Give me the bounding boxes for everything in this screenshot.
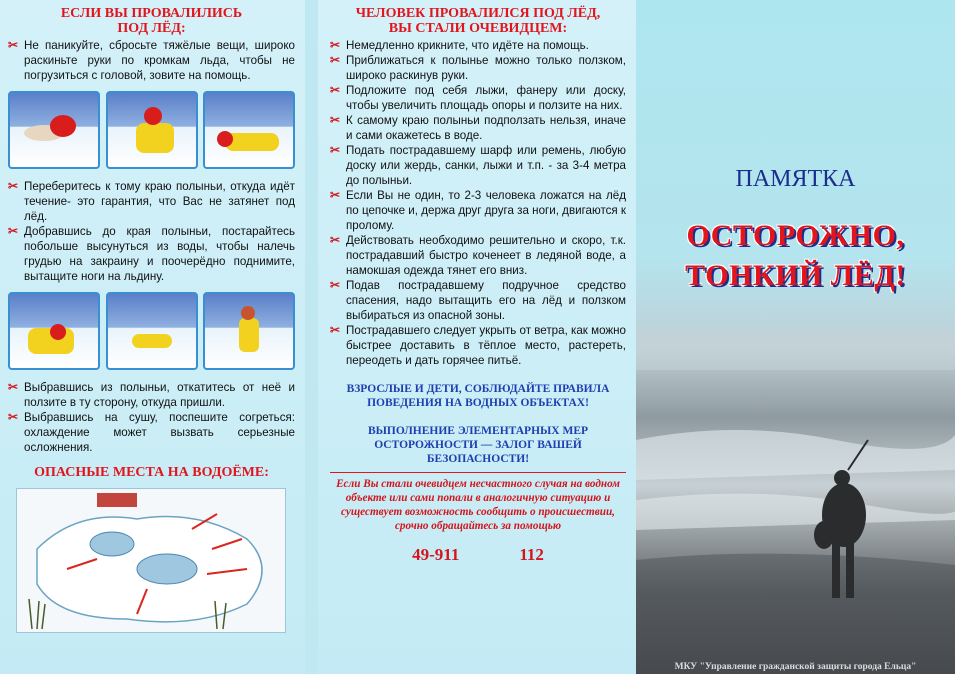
scissors-bullet-icon: ✂ [330, 188, 341, 202]
list-item: ✂ Подать пострадавшему шарф или ремень, любую доску или жердь, санки, лыжи и т.п. - за 3-4 метра до полыньи. [330, 143, 626, 187]
danger-places-heading: ОПАСНЫЕ МЕСТА НА ВОДОЁМЕ: [34, 465, 269, 480]
scissors-bullet-icon: ✂ [330, 53, 341, 67]
scissors-bullet-icon: ✂ [330, 143, 341, 157]
list-item: ✂ Добравшись до края полыньи, постарайтесь побольше высунуться из воды, чтобы налечь грудью на закраину и поочерёдно поднимите, вытащите ноги на льдину. [8, 224, 295, 283]
phone-number-local: 49-911 [412, 545, 460, 564]
cover-headline-line-2: ТОНКИЙ ЛЁД! [685, 259, 906, 292]
list-item: ✂ Если Вы не один, то 2-3 человека ложатся на лёд по цепочке и, держа друг друга за ноги, двигаются к пролому. [330, 188, 626, 232]
scissors-bullet-icon: ✂ [330, 233, 341, 247]
left-panel [0, 0, 305, 674]
illustration-row-2 [8, 292, 295, 372]
list-item: ✂ Не паникуйте, сбросьте тяжёлые вещи, широко раскиньте руки по кромкам льда, чтобы не погрузиться с головой, зовите на помощь. [8, 38, 295, 82]
list-item: ✂ Пострадавшего следует укрыть от ветра, как можно быстрее доставить в тёплое место, растереть, переодеть и дать горячее питьё. [330, 323, 626, 367]
scissors-bullet-icon: ✂ [330, 278, 341, 292]
list-item: ✂ Подав пострадавшему подручное средство спасения, надо вытащить его на лёд и ползком выбираться из опасной зоны. [330, 278, 626, 322]
illustration-falling-through-ice [8, 91, 100, 169]
left-items-mid [8, 179, 295, 284]
cover-title: ПАМЯТКА [735, 166, 856, 192]
list-item: ✂ Подложите под себя лыжи, фанеру или доску, чтобы увеличить площадь опоры и ползите на них. [330, 83, 626, 112]
illustration-crawling-out [203, 91, 295, 169]
scissors-bullet-icon: ✂ [8, 224, 19, 238]
scissors-bullet-icon: ✂ [330, 38, 341, 52]
emergency-phones [330, 545, 626, 565]
illustration-rolling-away [106, 292, 198, 370]
list-item: ✂ Переберитесь к тому краю полыньи, откуда идёт течение- это гарантия, что Вас не затянет под лёд. [8, 179, 295, 223]
illustration-row-1 [8, 91, 295, 171]
rules-notice: ВЗРОСЛЫЕ И ДЕТИ, СОБЛЮДАЙТЕ ПРАВИЛА ПОВЕДЕНИЯ НА ВОДНЫХ ОБЪЕКТАХ! [346, 383, 610, 409]
middle-items [330, 38, 626, 368]
illustration-arms-spread [106, 91, 198, 169]
list-item: ✂ Выбравшись из полыньи, откатитесь от неё и ползите в ту сторону, откуда пришли. [8, 380, 295, 409]
phone-number-emergency: 112 [519, 545, 544, 564]
ice-landscape-photo [636, 0, 955, 674]
divider [330, 472, 626, 473]
scissors-bullet-icon: ✂ [8, 179, 19, 193]
publisher-footer: МКУ "Управление гражданской защиты города Ельца" [674, 662, 917, 672]
danger-places-diagram [16, 488, 286, 633]
cover-panel [636, 0, 955, 674]
middle-heading: ЧЕЛОВЕК ПРОВАЛИЛСЯ ПОД ЛЁД, ВЫ СТАЛИ ОЧЕВИДЦЕМ: [355, 6, 601, 36]
illustration-lying-on-edge [8, 292, 100, 370]
left-heading: ЕСЛИ ВЫ ПРОВАЛИЛИСЬ ПОД ЛЁД: [60, 6, 243, 36]
scissors-bullet-icon: ✂ [8, 38, 19, 52]
scissors-bullet-icon: ✂ [8, 380, 19, 394]
danger-diagram-drawing [17, 489, 287, 634]
list-item: ✂ Действовать необходимо решительно и скоро, т.к. пострадавший быстро коченеет в ледяной воде, а намокшая одежда тянет его вниз. [330, 233, 626, 277]
list-item: ✂ К самому краю полыньи подползать нельзя, иначе и сами окажетесь в воде. [330, 113, 626, 142]
list-item: ✂ Выбравшись на сушу, поспешите согреться: охлаждение может вызвать серьезные осложнения. [8, 410, 295, 454]
scissors-bullet-icon: ✂ [330, 323, 341, 337]
scissors-bullet-icon: ✂ [8, 410, 19, 424]
list-item: ✂ Немедленно крикните, что идёте на помощь. [330, 38, 589, 52]
left-items-top [8, 38, 295, 83]
illustration-walking-ashore [203, 292, 295, 370]
cover-headline-line-1: ОСТОРОЖНО, [686, 219, 905, 252]
list-item: ✂ Приближаться к полынье можно только ползком, широко раскинув руки. [330, 53, 626, 82]
scissors-bullet-icon: ✂ [330, 83, 341, 97]
middle-panel [318, 0, 636, 674]
left-items-bottom [8, 380, 295, 455]
emergency-notice: Если Вы стали очевидцем несчастного случая на водном объекте или сами попали в аналогичную ситуацию и существует возможность сообщить о происшествии, срочно обращайтесь за помощью [336, 478, 620, 532]
safety-notice: ВЫПОЛНЕНИЕ ЭЛЕМЕНТАРНЫХ МЕР ОСТОРОЖНОСТИ — ЗАЛОГ ВАШЕЙ БЕЗОПАСНОСТИ! [367, 425, 589, 465]
scissors-bullet-icon: ✂ [330, 113, 341, 127]
